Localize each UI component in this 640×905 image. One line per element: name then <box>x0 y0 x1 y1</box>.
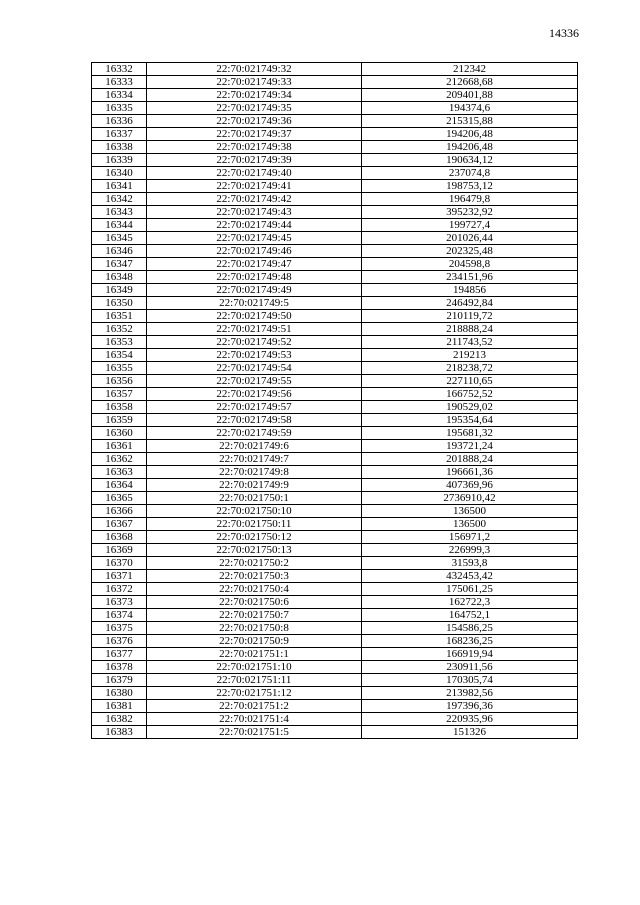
row-number-cell: 16352 <box>92 323 147 336</box>
value-cell: 198753,12 <box>362 180 578 193</box>
row-number-cell: 16337 <box>92 128 147 141</box>
row-number-cell: 16372 <box>92 583 147 596</box>
cadastral-number-cell: 22:70:021749:43 <box>147 206 362 219</box>
table-row <box>92 700 578 713</box>
table-row <box>92 362 578 375</box>
value-cell: 227110,65 <box>362 375 578 388</box>
value-cell: 234151,96 <box>362 271 578 284</box>
table-row <box>92 63 578 76</box>
value-cell: 194856 <box>362 284 578 297</box>
value-cell: 220935,96 <box>362 713 578 726</box>
row-number-cell: 16333 <box>92 76 147 89</box>
table-row <box>92 466 578 479</box>
table-row <box>92 167 578 180</box>
cadastral-number-cell: 22:70:021749:55 <box>147 375 362 388</box>
cadastral-number-cell: 22:70:021749:35 <box>147 102 362 115</box>
cadastral-number-cell: 22:70:021749:42 <box>147 193 362 206</box>
value-cell: 194206,48 <box>362 141 578 154</box>
row-number-cell: 16365 <box>92 492 147 505</box>
row-number-cell: 16347 <box>92 258 147 271</box>
table-row <box>92 544 578 557</box>
value-cell: 190529,02 <box>362 401 578 414</box>
cadastral-number-cell: 22:70:021750:7 <box>147 609 362 622</box>
table-row <box>92 596 578 609</box>
value-cell: 31593,8 <box>362 557 578 570</box>
table-row <box>92 414 578 427</box>
row-number-cell: 16375 <box>92 622 147 635</box>
cadastral-number-cell: 22:70:021750:10 <box>147 505 362 518</box>
row-number-cell: 16373 <box>92 596 147 609</box>
cadastral-number-cell: 22:70:021751:11 <box>147 674 362 687</box>
table-row <box>92 583 578 596</box>
row-number-cell: 16339 <box>92 154 147 167</box>
row-number-cell: 16345 <box>92 232 147 245</box>
row-number-cell: 16382 <box>92 713 147 726</box>
table-row <box>92 206 578 219</box>
table-row <box>92 271 578 284</box>
cadastral-number-cell: 22:70:021749:47 <box>147 258 362 271</box>
cadastral-number-cell: 22:70:021750:6 <box>147 596 362 609</box>
value-cell: 195354,64 <box>362 414 578 427</box>
value-cell: 164752,1 <box>362 609 578 622</box>
table-row <box>92 336 578 349</box>
table-row <box>92 674 578 687</box>
cadastral-number-cell: 22:70:021749:33 <box>147 76 362 89</box>
row-number-cell: 16367 <box>92 518 147 531</box>
table-row <box>92 661 578 674</box>
row-number-cell: 16355 <box>92 362 147 375</box>
value-cell: 199727,4 <box>362 219 578 232</box>
table-row <box>92 401 578 414</box>
row-number-cell: 16383 <box>92 726 147 739</box>
table-row <box>92 453 578 466</box>
cadastral-number-cell: 22:70:021749:54 <box>147 362 362 375</box>
row-number-cell: 16371 <box>92 570 147 583</box>
row-number-cell: 16364 <box>92 479 147 492</box>
table-row <box>92 622 578 635</box>
table-row <box>92 713 578 726</box>
value-cell: 175061,25 <box>362 583 578 596</box>
table-row <box>92 726 578 739</box>
cadastral-number-cell: 22:70:021750:4 <box>147 583 362 596</box>
cadastral-number-cell: 22:70:021751:5 <box>147 726 362 739</box>
cadastral-number-cell: 22:70:021749:9 <box>147 479 362 492</box>
value-cell: 151326 <box>362 726 578 739</box>
row-number-cell: 16353 <box>92 336 147 349</box>
table-row <box>92 154 578 167</box>
table-row <box>92 193 578 206</box>
table-row <box>92 440 578 453</box>
value-cell: 215315,88 <box>362 115 578 128</box>
cadastral-number-cell: 22:70:021750:12 <box>147 531 362 544</box>
table-row <box>92 635 578 648</box>
table-row <box>92 76 578 89</box>
cadastral-number-cell: 22:70:021749:50 <box>147 310 362 323</box>
row-number-cell: 16366 <box>92 505 147 518</box>
cadastral-number-cell: 22:70:021750:1 <box>147 492 362 505</box>
row-number-cell: 16351 <box>92 310 147 323</box>
value-cell: 170305,74 <box>362 674 578 687</box>
row-number-cell: 16359 <box>92 414 147 427</box>
value-cell: 212668,68 <box>362 76 578 89</box>
table-row <box>92 310 578 323</box>
value-cell: 226999,3 <box>362 544 578 557</box>
cadastral-number-cell: 22:70:021749:48 <box>147 271 362 284</box>
row-number-cell: 16357 <box>92 388 147 401</box>
table-row <box>92 349 578 362</box>
value-cell: 211743,52 <box>362 336 578 349</box>
row-number-cell: 16362 <box>92 453 147 466</box>
table-row <box>92 232 578 245</box>
cadastral-number-cell: 22:70:021751:1 <box>147 648 362 661</box>
row-number-cell: 16335 <box>92 102 147 115</box>
row-number-cell: 16356 <box>92 375 147 388</box>
row-number-cell: 16380 <box>92 687 147 700</box>
value-cell: 136500 <box>362 505 578 518</box>
row-number-cell: 16342 <box>92 193 147 206</box>
table-row <box>92 245 578 258</box>
row-number-cell: 16350 <box>92 297 147 310</box>
table-row <box>92 323 578 336</box>
row-number-cell: 16369 <box>92 544 147 557</box>
row-number-cell: 16361 <box>92 440 147 453</box>
row-number-cell: 16343 <box>92 206 147 219</box>
value-cell: 246492,84 <box>362 297 578 310</box>
table-row <box>92 609 578 622</box>
cadastral-number-cell: 22:70:021750:2 <box>147 557 362 570</box>
cadastral-number-cell: 22:70:021749:52 <box>147 336 362 349</box>
table-row <box>92 284 578 297</box>
cadastral-number-cell: 22:70:021749:5 <box>147 297 362 310</box>
row-number-cell: 16341 <box>92 180 147 193</box>
row-number-cell: 16370 <box>92 557 147 570</box>
cadastral-number-cell: 22:70:021751:10 <box>147 661 362 674</box>
cadastral-number-cell: 22:70:021751:12 <box>147 687 362 700</box>
table-row <box>92 505 578 518</box>
row-number-cell: 16344 <box>92 219 147 232</box>
row-number-cell: 16354 <box>92 349 147 362</box>
row-number-cell: 16379 <box>92 674 147 687</box>
value-cell: 230911,56 <box>362 661 578 674</box>
table-row <box>92 102 578 115</box>
value-cell: 213982,56 <box>362 687 578 700</box>
value-cell: 196479,8 <box>362 193 578 206</box>
table-row <box>92 375 578 388</box>
row-number-cell: 16340 <box>92 167 147 180</box>
table-row <box>92 219 578 232</box>
cadastral-number-cell: 22:70:021749:39 <box>147 154 362 167</box>
value-cell: 195681,32 <box>362 427 578 440</box>
table-row <box>92 648 578 661</box>
cadastral-number-cell: 22:70:021749:46 <box>147 245 362 258</box>
table-row <box>92 479 578 492</box>
value-cell: 218238,72 <box>362 362 578 375</box>
table-row <box>92 141 578 154</box>
value-cell: 136500 <box>362 518 578 531</box>
value-cell: 202325,48 <box>362 245 578 258</box>
table-row <box>92 115 578 128</box>
cadastral-number-cell: 22:70:021749:34 <box>147 89 362 102</box>
value-cell: 204598,8 <box>362 258 578 271</box>
cadastral-number-cell: 22:70:021749:53 <box>147 349 362 362</box>
row-number-cell: 16358 <box>92 401 147 414</box>
cadastral-number-cell: 22:70:021749:32 <box>147 63 362 76</box>
cadastral-number-cell: 22:70:021749:57 <box>147 401 362 414</box>
value-cell: 162722,3 <box>362 596 578 609</box>
cadastral-number-cell: 22:70:021749:56 <box>147 388 362 401</box>
table-row <box>92 297 578 310</box>
value-cell: 212342 <box>362 63 578 76</box>
table-row <box>92 258 578 271</box>
value-cell: 237074,8 <box>362 167 578 180</box>
row-number-cell: 16363 <box>92 466 147 479</box>
value-cell: 219213 <box>362 349 578 362</box>
cadastral-number-cell: 22:70:021749:44 <box>147 219 362 232</box>
cadastral-number-cell: 22:70:021750:11 <box>147 518 362 531</box>
row-number-cell: 16376 <box>92 635 147 648</box>
value-cell: 193721,24 <box>362 440 578 453</box>
cadastral-number-cell: 22:70:021749:8 <box>147 466 362 479</box>
cadastral-number-cell: 22:70:021749:7 <box>147 453 362 466</box>
cadastral-number-cell: 22:70:021749:36 <box>147 115 362 128</box>
row-number-cell: 16374 <box>92 609 147 622</box>
row-number-cell: 16378 <box>92 661 147 674</box>
cadastral-number-cell: 22:70:021749:49 <box>147 284 362 297</box>
table-row <box>92 128 578 141</box>
value-cell: 218888,24 <box>362 323 578 336</box>
row-number-cell: 16336 <box>92 115 147 128</box>
value-cell: 432453,42 <box>362 570 578 583</box>
value-cell: 156971,2 <box>362 531 578 544</box>
value-cell: 154586,25 <box>362 622 578 635</box>
cadastral-number-cell: 22:70:021749:6 <box>147 440 362 453</box>
row-number-cell: 16368 <box>92 531 147 544</box>
value-cell: 407369,96 <box>362 479 578 492</box>
cadastral-number-cell: 22:70:021750:13 <box>147 544 362 557</box>
value-cell: 196661,36 <box>362 466 578 479</box>
cadastral-number-cell: 22:70:021749:45 <box>147 232 362 245</box>
cadastral-number-cell: 22:70:021750:8 <box>147 622 362 635</box>
table-row <box>92 687 578 700</box>
cadastral-number-cell: 22:70:021749:51 <box>147 323 362 336</box>
cadastral-number-cell: 22:70:021750:3 <box>147 570 362 583</box>
table-row <box>92 427 578 440</box>
cadastral-number-cell: 22:70:021749:38 <box>147 141 362 154</box>
row-number-cell: 16381 <box>92 700 147 713</box>
registry-table <box>91 62 578 739</box>
row-number-cell: 16360 <box>92 427 147 440</box>
row-number-cell: 16338 <box>92 141 147 154</box>
table-row <box>92 89 578 102</box>
value-cell: 395232,92 <box>362 206 578 219</box>
table-row <box>92 570 578 583</box>
page-number: 14336 <box>549 26 579 40</box>
table-row <box>92 557 578 570</box>
row-number-cell: 16346 <box>92 245 147 258</box>
row-number-cell: 16334 <box>92 89 147 102</box>
cadastral-number-cell: 22:70:021749:58 <box>147 414 362 427</box>
cadastral-number-cell: 22:70:021751:4 <box>147 713 362 726</box>
table-row <box>92 388 578 401</box>
cadastral-number-cell: 22:70:021750:9 <box>147 635 362 648</box>
row-number-cell: 16348 <box>92 271 147 284</box>
table-row <box>92 531 578 544</box>
value-cell: 210119,72 <box>362 310 578 323</box>
value-cell: 209401,88 <box>362 89 578 102</box>
value-cell: 166919,94 <box>362 648 578 661</box>
registry-table-body <box>92 63 578 739</box>
value-cell: 201888,24 <box>362 453 578 466</box>
cadastral-number-cell: 22:70:021749:40 <box>147 167 362 180</box>
value-cell: 201026,44 <box>362 232 578 245</box>
row-number-cell: 16377 <box>92 648 147 661</box>
cadastral-number-cell: 22:70:021751:2 <box>147 700 362 713</box>
table-row <box>92 492 578 505</box>
cadastral-number-cell: 22:70:021749:41 <box>147 180 362 193</box>
value-cell: 2736910,42 <box>362 492 578 505</box>
table-row <box>92 180 578 193</box>
value-cell: 166752,52 <box>362 388 578 401</box>
cadastral-number-cell: 22:70:021749:59 <box>147 427 362 440</box>
row-number-cell: 16332 <box>92 63 147 76</box>
cadastral-number-cell: 22:70:021749:37 <box>147 128 362 141</box>
value-cell: 190634,12 <box>362 154 578 167</box>
value-cell: 197396,36 <box>362 700 578 713</box>
value-cell: 194374,6 <box>362 102 578 115</box>
value-cell: 194206,48 <box>362 128 578 141</box>
table-row <box>92 518 578 531</box>
value-cell: 168236,25 <box>362 635 578 648</box>
row-number-cell: 16349 <box>92 284 147 297</box>
